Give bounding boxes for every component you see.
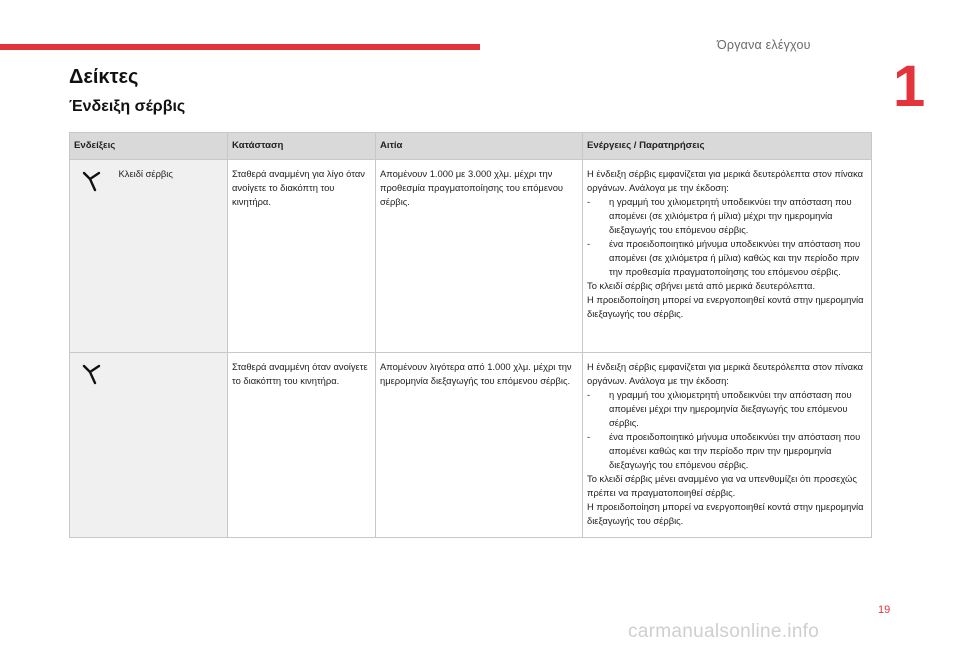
page-subtitle: Ένδειξη σέρβις [69, 98, 186, 115]
indicator-icon-cell [70, 353, 115, 538]
actions-cell [583, 353, 872, 538]
wrench-icon [81, 362, 103, 386]
header-indicators: Ενδείξεις [70, 133, 228, 160]
indicator-icon-cell [70, 160, 115, 353]
page-title: Δείκτες [69, 66, 139, 88]
bullet-text: η γραμμή του χιλιομετρητή υποδεικνύει την απόσταση που απομένει μέχρι την ημερομηνία διεξαγωγής του επόμενου σέρβις. [609, 389, 852, 428]
header-state: Κατάσταση [228, 133, 376, 160]
header-cause: Αιτία [376, 133, 583, 160]
list-item: - η γραμμή του χιλιομετρητή υποδεικνύει την απόσταση που απομένει (σε χιλιόμετρα ή μίλια) μέχρι την ημερομηνία διεξαγωγής του επόμενου σέρβις. [587, 195, 867, 237]
actions-note: Η προειδοποίηση μπορεί να ενεργοποιηθεί κοντά στην ημερομηνία διεξαγωγής του σέρβις. [587, 501, 864, 526]
actions-note: Το κλειδί σέρβις σβήνει μετά από μερικά δευτερόλεπτα. [587, 280, 816, 291]
indicator-label: Κλειδί σέρβις [115, 160, 228, 353]
bullet-text: η γραμμή του χιλιομετρητή υποδεικνύει την απόσταση που απομένει (σε χιλιόμετρα ή μίλια) μέχρι την ημερομηνία διεξαγωγής του επόμενου σέρβις. [609, 196, 852, 235]
top-accent-bar [0, 44, 480, 50]
actions-note: Το κλειδί σέρβις μένει αναμμένο για να υπενθυμίζει ότι προσεχώς πρέπει να πραγματοποιηθεί σέρβις. [587, 473, 857, 498]
table-row [70, 160, 872, 353]
section-title: Όργανα ελέγχου [717, 38, 811, 52]
page-number: 19 [878, 604, 891, 616]
cause-cell: Απομένουν λιγότερα από 1.000 χλμ. μέχρι την ημερομηνία διεξαγωγής του επόμενου σέρβις. [376, 353, 583, 538]
list-item: - ένα προειδοποιητικό μήνυμα υποδεικνύει την απόσταση που απομένει (σε χιλιόμετρα ή μίλια) καθώς και την περίοδο πριν την προθεσμία πραγματοποίησης του επόμενου σέρβις. [587, 237, 867, 279]
actions-intro: Η ένδειξη σέρβις εμφανίζεται για μερικά δευτερόλεπτα στον πίνακα οργάνων. Ανάλογα με την έκδοση: [587, 168, 864, 193]
state-cell: Σταθερά αναμμένη όταν ανοίγετε το διακόπτη του κινητήρα. [228, 353, 376, 538]
table-row [70, 353, 872, 538]
bullet-text: ένα προειδοποιητικό μήνυμα υποδεικνύει την απόσταση που απομένει (σε χιλιόμετρα ή μίλια) καθώς και την περίοδο πριν την προθεσμία πραγματοποίησης του επόμενου σέρβις. [609, 238, 861, 277]
watermark: carmanualsonline.info [628, 621, 820, 642]
actions-cell [583, 160, 872, 353]
indicators-table [69, 132, 872, 538]
table-header-row [70, 133, 872, 160]
header-actions: Ενέργειες / Παρατηρήσεις [583, 133, 872, 160]
actions-intro: Η ένδειξη σέρβις εμφανίζεται για μερικά δευτερόλεπτα στον πίνακα οργάνων. Ανάλογα με την έκδοση: [587, 361, 864, 386]
list-item: - η γραμμή του χιλιομετρητή υποδεικνύει την απόσταση που απομένει μέχρι την ημερομηνία διεξαγωγής του επόμενου σέρβις. [587, 388, 867, 430]
list-item: - ένα προειδοποιητικό μήνυμα υποδεικνύει την απόσταση που απομένει καθώς και την περίοδο πριν την ημερομηνία διεξαγωγής του επόμενου σέρβις. [587, 430, 867, 472]
indicator-label [115, 353, 228, 538]
chapter-number: 1 [893, 54, 926, 119]
state-cell: Σταθερά αναμμένη για λίγο όταν ανοίγετε το διακόπτη του κινητήρα. [228, 160, 376, 353]
bullet-text: ένα προειδοποιητικό μήνυμα υποδεικνύει την απόσταση που απομένει καθώς και την περίοδο πριν την ημερομηνία διεξαγωγής του επόμενου σέρβις. [609, 431, 861, 470]
actions-note: Η προειδοποίηση μπορεί να ενεργοποιηθεί κοντά στην ημερομηνία διεξαγωγής του σέρβις. [587, 294, 864, 319]
wrench-icon [81, 169, 103, 193]
cause-cell: Απομένουν 1.000 με 3.000 χλμ. μέχρι την προθεσμία πραγματοποίησης του επόμενου σέρβις. [376, 160, 583, 353]
